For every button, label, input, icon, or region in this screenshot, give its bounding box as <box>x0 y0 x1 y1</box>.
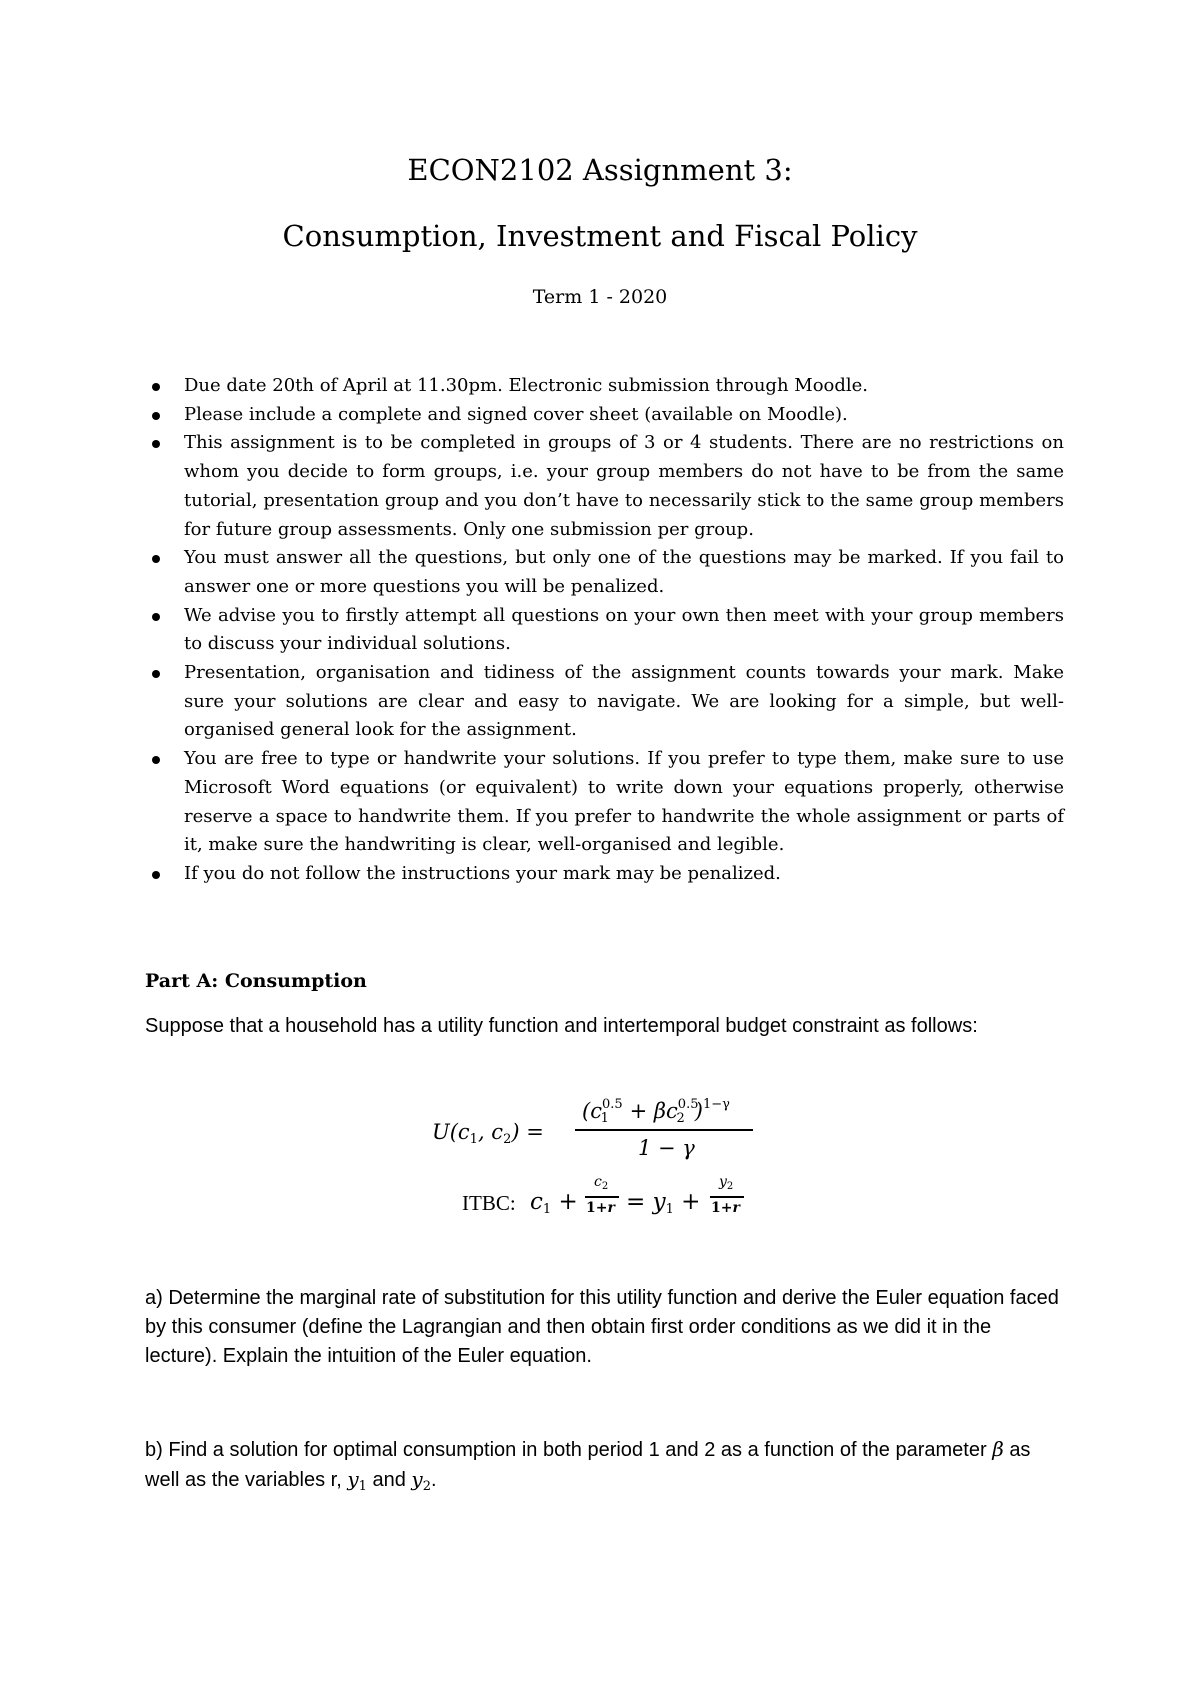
document-subtitle: Consumption, Investment and Fiscal Policy <box>282 219 918 253</box>
bullet-icon <box>152 555 160 563</box>
list-item: Presentation, organisation and tidiness of the assignment counts towards your mark. Make sure your solutions are clear and easy to navigate. We are looking for a simple, but well-organised general look for the assignment. <box>184 659 1064 745</box>
question-a: a) Determine the marginal rate of substitution for this utility function and derive the Euler equation faced by this consumer (define the Lagrangian and then obtain first order conditions as we did it in the lecture). Explain the intuition of the Euler equation. <box>145 1287 1059 1367</box>
document-page: ECON2102 Assignment 3: Consumption, Investment and Fiscal Policy Term 1 - 2020 Due date 20th of April at 11.30pm. Electronic submission through Moodle. Please include a complete and signed cover sheet (available on Moodle). This assignment is to be completed in groups of 3 or 4 students. There are no restrictions on whom you decide to form groups, i.e. your group members do not have to be from the same tutorial, presentation group and you don’t have to necessarily stick to the same group members for future group assessments. Only one submission per group. You must answer all the questions, but only one of the questions may be marked. If you fail to answer one or more questions you will be penalized. We advise you to firstly attempt all questions on your own then meet with your group members to discuss your individual solutions. Presentation, organisation and tidiness of the assignment counts towards your mark. Make sure your solutions are clear and easy to navigate. We are looking for a simple, but well-organised general look for the assignment. You are free to type or handwrite your solutions. If you prefer to type them, make sure to use Microsoft Word equations (or equivalent) to write down your equations properly, otherwise reserve a space to handwrite them. If you prefer to handwrite the whole assignment or parts of it, make sure the handwriting is clear, well-organised and legible. If you do not follow the instructions your mark may be penalized. Part A: Consumption Suppose that a household has a utility function and intertemporal budget constraint as follows: $U(c_1$, $c_2$) = ($c^{0.5}_1 + \beta c^{0.5}_2$ )$^{1-\gamma}$ 1 − γ ITBC: $c_1$ + $c_2$ 1+r = $y_1$ + $y_2$ 1+r a) Determine the marginal rate of substitution for this utility function and derive the Euler equation faced by this consumer (define the Lagrangian and then obtain first order conditions as we did it in the lecture). Explain the intuition of the Euler equation. b) Find a solution for optimal consumption in both period 1 and 2 as a function of the parameter β as well as the variables r, $y_1$ and $y_2$. <box>0 0 1200 1698</box>
bullet-icon <box>152 756 160 764</box>
itbc-label: ITBC: <box>462 1191 516 1215</box>
bullet-icon <box>152 412 160 420</box>
bullet-icon <box>152 670 160 678</box>
bullet-icon <box>152 383 160 391</box>
term-label: Term 1 - 2020 <box>532 286 668 308</box>
list-item: We advise you to firstly attempt all questions on your own then meet with your group members to discuss your individual solutions. <box>184 602 1064 659</box>
list-item: Due date 20th of April at 11.30pm. Electronic submission through Moodle. <box>184 372 1064 401</box>
part-a-heading: Part A: Consumption <box>145 970 367 992</box>
list-item: This assignment is to be completed in groups of 3 or 4 students. There are no restrictions on whom you decide to form groups, i.e. your group members do not have to be from the same tutorial, presentation group and you don’t have to necessarily stick to the same group members for future group assessments. Only one submission per group. <box>184 429 1064 544</box>
list-item: Please include a complete and signed cover sheet (available on Moodle). <box>184 401 1064 430</box>
list-item: If you do not follow the instructions your mark may be penalized. <box>184 860 1064 889</box>
list-item: You must answer all the questions, but only one of the questions may be marked. If you fail to answer one or more questions you will be penalized. <box>184 544 1064 601</box>
list-item: You are free to type or handwrite your solutions. If you prefer to type them, make sure to use Microsoft Word equations (or equivalent) to write down your equations properly, otherwise reserve a space to handwrite them. If you prefer to handwrite the whole assignment or parts of it, make sure the handwriting is clear, well-organised and legible. <box>184 745 1064 860</box>
instructions-list <box>184 372 1064 889</box>
bullet-icon <box>152 871 160 879</box>
document-title: ECON2102 Assignment 3: <box>407 153 793 187</box>
bullet-icon <box>152 613 160 621</box>
question-b: b) Find a solution for optimal consumption in both period 1 and 2 as a function of the parameter β as well as the variables r, $y_1$ and $y_2$. <box>145 1437 1031 1494</box>
part-a-intro: Suppose that a household has a utility function and intertemporal budget constraint as follows: <box>145 1015 978 1037</box>
bullet-icon <box>152 440 160 448</box>
